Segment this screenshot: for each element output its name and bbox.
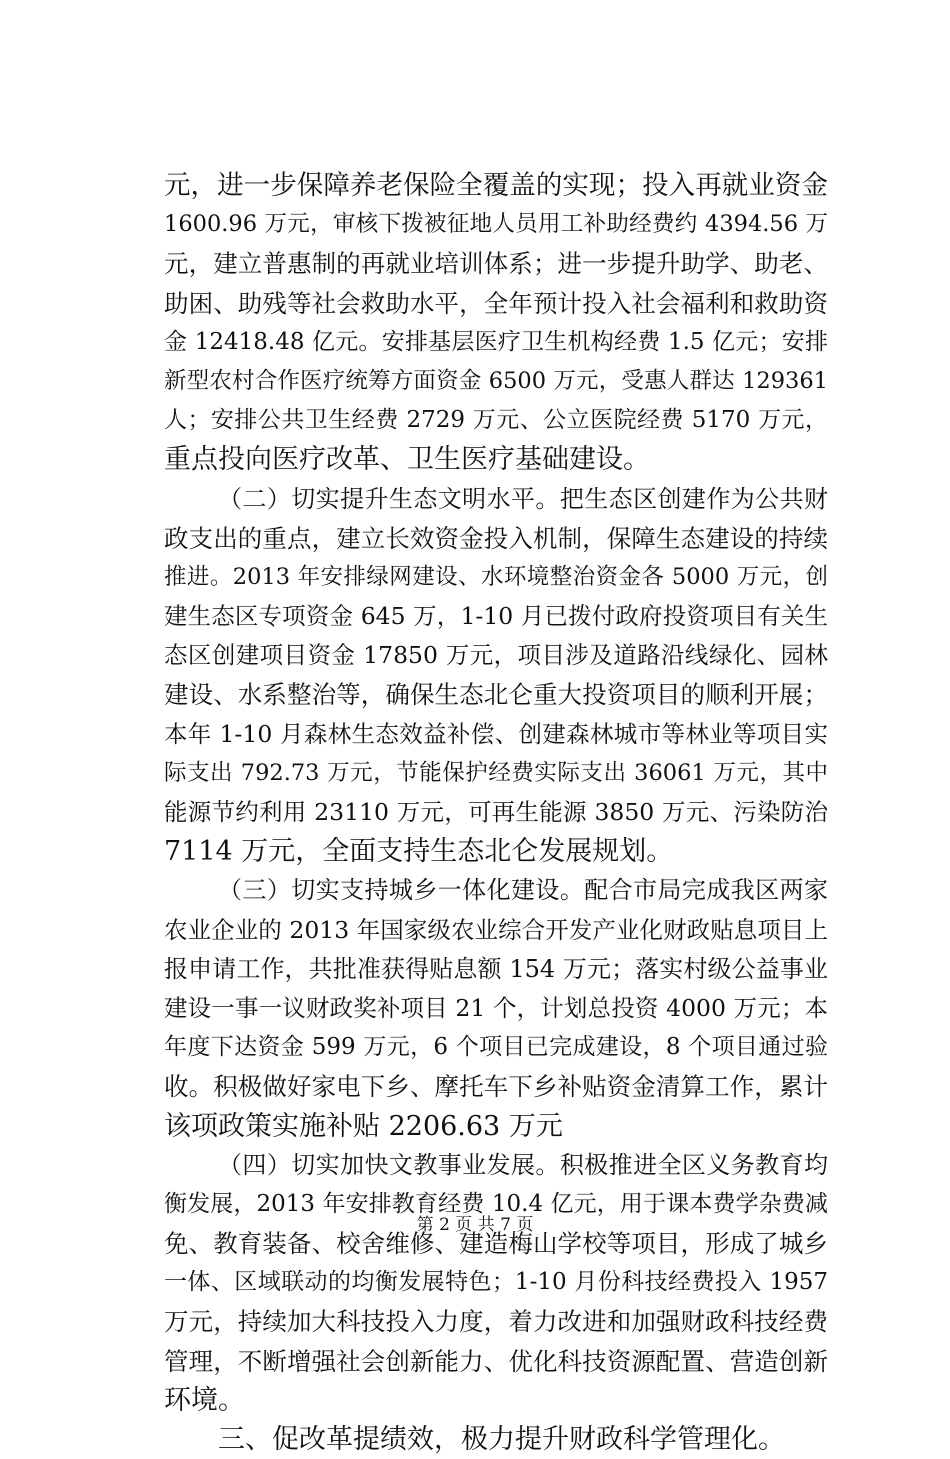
section-heading: 三、促改革提绩效，极力提升财政科学管理化。 (218, 1424, 785, 1455)
text-line: 新型农村合作医疗统筹方面资金 6500 万元，受惠人群达 129361 (164, 367, 828, 394)
paragraph-start-line: （二）切实提升生态文明水平。把生态区创建作为公共财 (218, 484, 828, 513)
text-line: 7114 万元，全面支持生态北仑发展规划。 (164, 836, 674, 868)
page-footer: 第 2 页 共 7 页 (416, 1215, 534, 1235)
text-line: 年度下达资金 599 万元，6 个项目已完成建设，8 个项目通过验 (164, 1034, 828, 1061)
text-line: 万元，持续加大科技投入力度，着力改进和加强财政科技经费 (164, 1307, 828, 1337)
text-line: 免、教育装备、校舍维修、建造梅山学校等项目，形成了城乡 (164, 1229, 828, 1259)
text-line: 该项政策实施补贴 2206.63 万元 (164, 1110, 563, 1142)
text-line: 1600.96 万元，审核下拨被征地人员用工补助经费约 4394.56 万 (164, 211, 828, 238)
paragraph-start-line: （三）切实支持城乡一体化建设。配合市局完成我区两家 (218, 876, 828, 905)
text-line: 建设、水系整治等，确保生态北仑重大投资项目的顺利开展； (164, 680, 828, 710)
text-line: 衡发展，2013 年安排教育经费 10.4 亿元，用于课本费学杂费减 (164, 1190, 828, 1217)
text-line: 报申请工作，共批准获得贴息额 154 万元；落实村级公益事业 (164, 954, 828, 983)
text-line: 农业企业的 2013 年国家级农业综合开发产业化财政贴息项目上 (164, 915, 828, 944)
text-line: 推进。2013 年安排绿网建设、水环境整治资金各 5000 万元，创 (164, 563, 828, 590)
paragraph-start-line: （四）切实加快文教事业发展。积极推进全区义务教育均 (218, 1150, 828, 1179)
text-line: 助困、助残等社会救助水平，全年预计投入社会福利和救助资 (164, 288, 828, 318)
text-line: 际支出 792.73 万元，节能保护经费实际支出 36061 万元，其中 (164, 759, 828, 786)
text-line: 元，建立普惠制的再就业培训体系；进一步提升助学、助老、 (164, 249, 828, 279)
document-body (164, 166, 828, 1459)
text-line: 建生态区专项资金 645 万，1-10 月已拨付政府投资项目有关生 (164, 602, 828, 631)
text-line: 建设一事一议财政奖补项目 21 个，计划总投资 4000 万元；本 (164, 993, 828, 1022)
text-line: 能源节约利用 23110 万元，可再生能源 3850 万元、污染防治 (164, 798, 828, 826)
text-line: 态区创建项目资金 17850 万元，项目涉及道路沿线绿化、园林 (164, 641, 828, 670)
text-line: 管理，不断增强社会创新能力、优化科技资源配置、营造创新 (164, 1346, 828, 1376)
text-line: 一体、区域联动的均衡发展特色；1-10 月份科技经费投入 1957 (164, 1269, 828, 1296)
text-line: 环境。 (164, 1384, 245, 1416)
text-line: 金 12418.48 亿元。安排基层医疗卫生机构经费 1.5 亿元；安排 (164, 328, 828, 355)
text-line: 政支出的重点，建立长效资金投入机制，保障生态建设的持续 (164, 523, 828, 553)
text-line: 元，进一步保障养老保险全覆盖的实现；投入再就业资金 (164, 170, 828, 201)
text-line: 收。积极做好家电下乡、摩托车下乡补贴资金清算工作，累计 (164, 1072, 828, 1102)
text-line: 人；安排公共卫生经费 2729 万元、公立医院经费 5170 万元， (164, 407, 828, 434)
text-line: 重点投向医疗改革、卫生医疗基础建设。 (164, 444, 650, 476)
text-line: 本年 1-10 月森林生态效益补偿、创建森林城市等林业等项目实 (164, 719, 828, 748)
